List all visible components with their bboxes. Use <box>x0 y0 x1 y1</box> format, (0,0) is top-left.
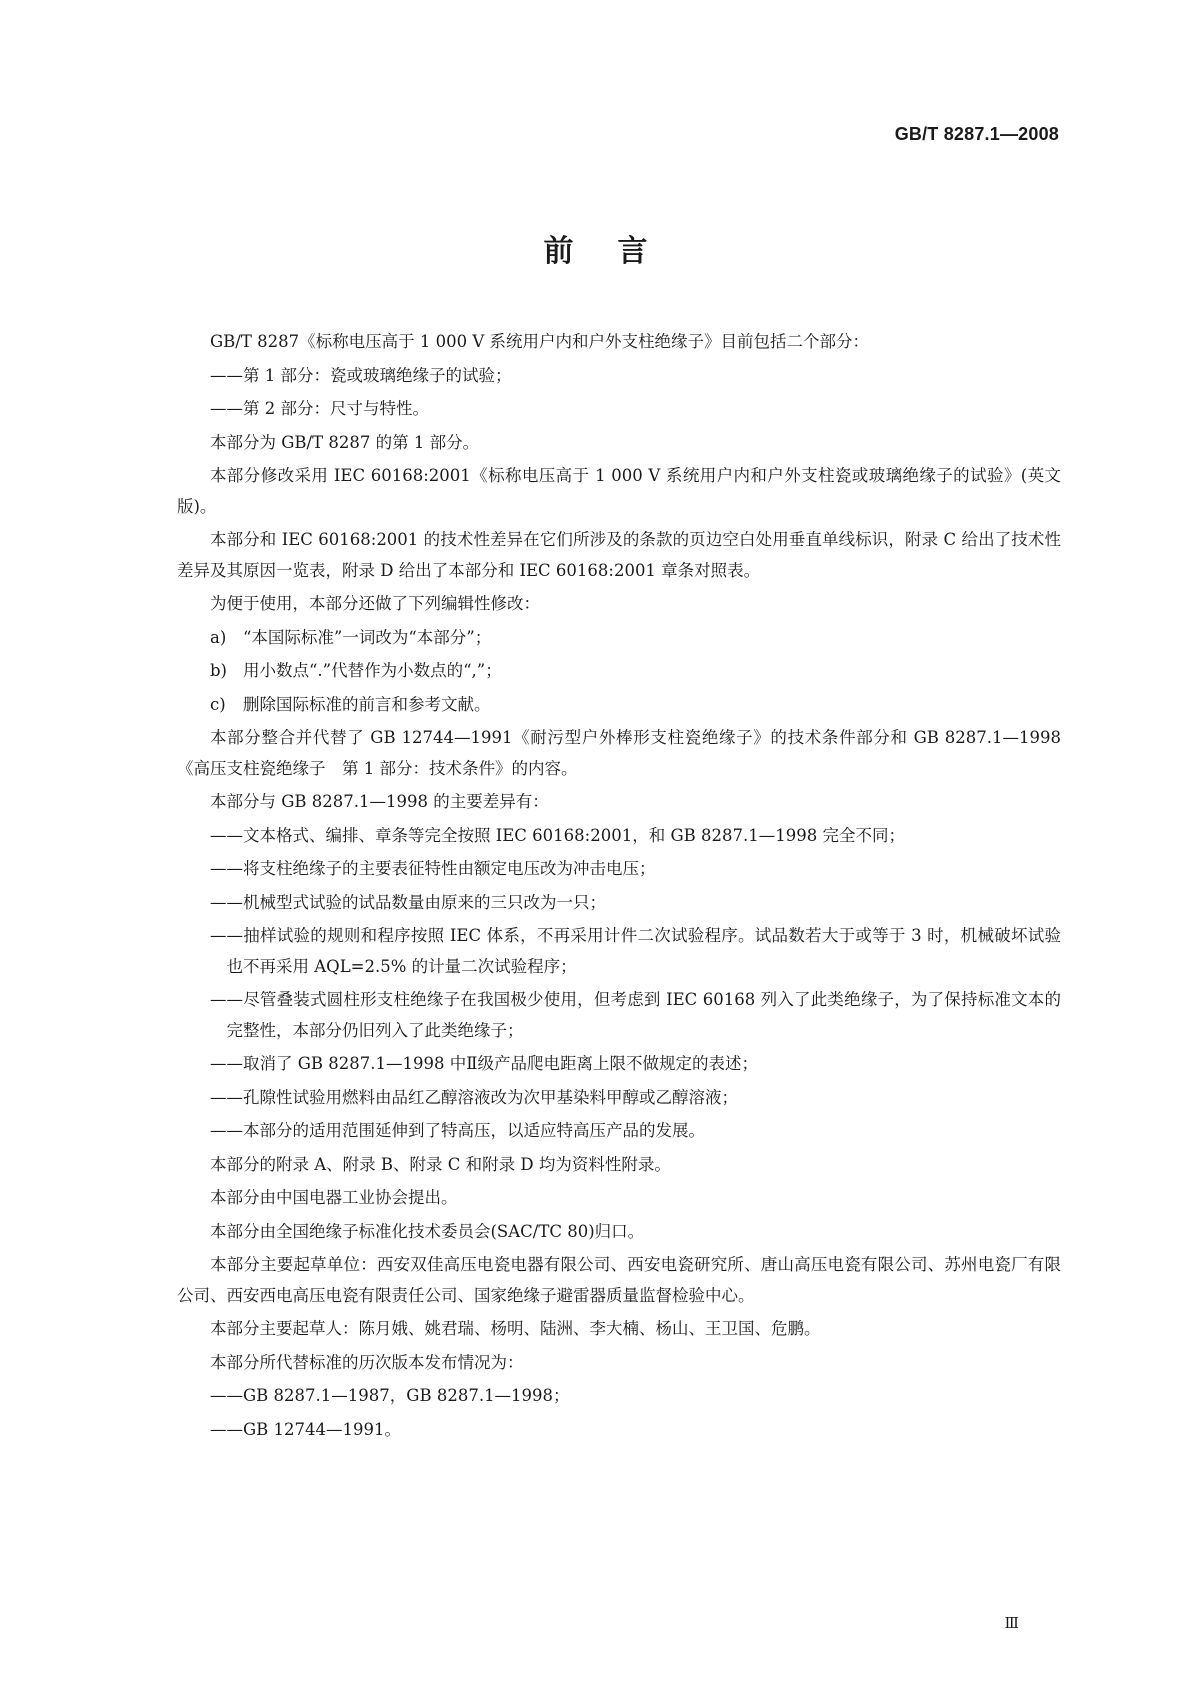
history-item: ——GB 8287.1—1987，GB 8287.1—1998； <box>210 1386 570 1405</box>
list-marker: a) <box>210 627 227 647</box>
difference-item: ——尽管叠装式圆柱形支柱绝缘子在我国极少使用，但考虑到 IEC 60168 列入了此类绝缘子，为了保持标准文本的完整性，本部分仍旧列入了此类绝缘子； <box>210 990 1061 1040</box>
paragraph: 本部分和 IEC 60168:2001 的技术性差异在它们所涉及的条款的页边空白处用垂直单线标识，附录 C 给出了技术性差异及其原因一览表，附录 D 给出了本部分和 IEC 60168:2001 章条对照表。 <box>177 530 1061 580</box>
list-marker: b) <box>210 661 227 680</box>
paragraph: 本部分所代替标准的历次版本发布情况为： <box>210 1352 524 1372</box>
difference-item: ——文本格式、编排、章条等完全按照 IEC 60168:2001，和 GB 8287.1—1998 完全不同； <box>210 825 905 845</box>
part-list-item: ——第 1 部分：瓷或玻璃绝缘子的试验； <box>210 365 512 385</box>
paragraph: 为便于使用，本部分还做了下列编辑性修改： <box>210 594 540 613</box>
list-marker: c) <box>210 694 226 714</box>
edit-list-item <box>177 656 1061 687</box>
page-number: Ⅲ <box>1004 1614 1019 1632</box>
paragraph: 本部分的附录 A、附录 B、附录 C 和附录 D 均为资料性附录。 <box>210 1154 671 1174</box>
difference-item: ——抽样试验的规则和程序按照 IEC 体系，不再采用计件二次试验程序。试品数若大于或等于 3 时，机械破坏试验也不再采用 AQL=2.5% 的计量二次试验程序； <box>210 926 1061 976</box>
difference-item: ——机械型式试验的试品数量由原来的三只改为一只； <box>210 892 606 912</box>
difference-item: ——将支柱绝缘子的主要表征特性由额定电压改为冲击电压； <box>210 859 656 878</box>
intro-paragraph: GB/T 8287《标称电压高于 1 000 V 系统用户内和户外支柱绝缘子》目前包括二个部分： <box>210 332 869 351</box>
standard-code: GB/T 8287.1—2008 <box>894 124 1059 144</box>
difference-item: ——孔隙性试验用燃料由品红乙醇溶液改为次甲基染料甲醇或乙醇溶液； <box>210 1087 738 1107</box>
list-text: “本国际标准”一词改为“本部分”； <box>243 627 492 647</box>
paragraph: 本部分由中国电器工业协会提出。 <box>210 1188 458 1207</box>
history-item: ——GB 12744—1991。 <box>210 1419 402 1439</box>
paragraph: 本部分整合并代替了 GB 12744—1991《耐污型户外棒形支柱瓷绝缘子》的技术条件部分和 GB 8287.1—1998《高压支柱瓷绝缘子 第 1 部分：技术条件》的内容。 <box>177 728 1061 778</box>
difference-item: ——本部分的适用范围延伸到了特高压，以适应特高压产品的发展。 <box>210 1121 705 1140</box>
list-text: 用小数点“.”代替作为小数点的“,”； <box>243 661 502 680</box>
list-text: 删除国际标准的前言和参考文献。 <box>243 694 491 714</box>
paragraph: 本部分主要起草人：陈月娥、姚君瑞、杨明、陆洲、李大楠、杨山、王卫国、危鹏。 <box>210 1319 821 1338</box>
difference-item: ——取消了 GB 8287.1—1998 中Ⅱ级产品爬电距离上限不做规定的表述； <box>210 1054 758 1073</box>
paragraph: 本部分为 GB/T 8287 的第 1 部分。 <box>210 432 480 452</box>
edit-list-item <box>177 623 1061 654</box>
paragraph: 本部分与 GB 8287.1—1998 的主要差异有： <box>210 792 549 811</box>
paragraph: 本部分修改采用 IEC 60168:2001《标称电压高于 1 000 V 系统用户内和户外支柱瓷或玻璃绝缘子的试验》(英文版)。 <box>177 466 1061 516</box>
paragraph: 本部分主要起草单位：西安双佳高压电瓷电器有限公司、西安电瓷研究所、唐山高压电瓷有限公司、苏州电瓷厂有限公司、西安西电高压电瓷有限责任公司、国家绝缘子避雷器质量监督检验中心。 <box>177 1255 1061 1305</box>
foreword-body <box>177 327 1061 1448</box>
page-title: 前言 <box>543 234 692 269</box>
paragraph: 本部分由全国绝缘子标准化技术委员会(SAC/TC 80)归口。 <box>210 1221 645 1241</box>
edit-list-item <box>177 690 1061 721</box>
part-list-item: ——第 2 部分：尺寸与特性。 <box>210 399 429 418</box>
